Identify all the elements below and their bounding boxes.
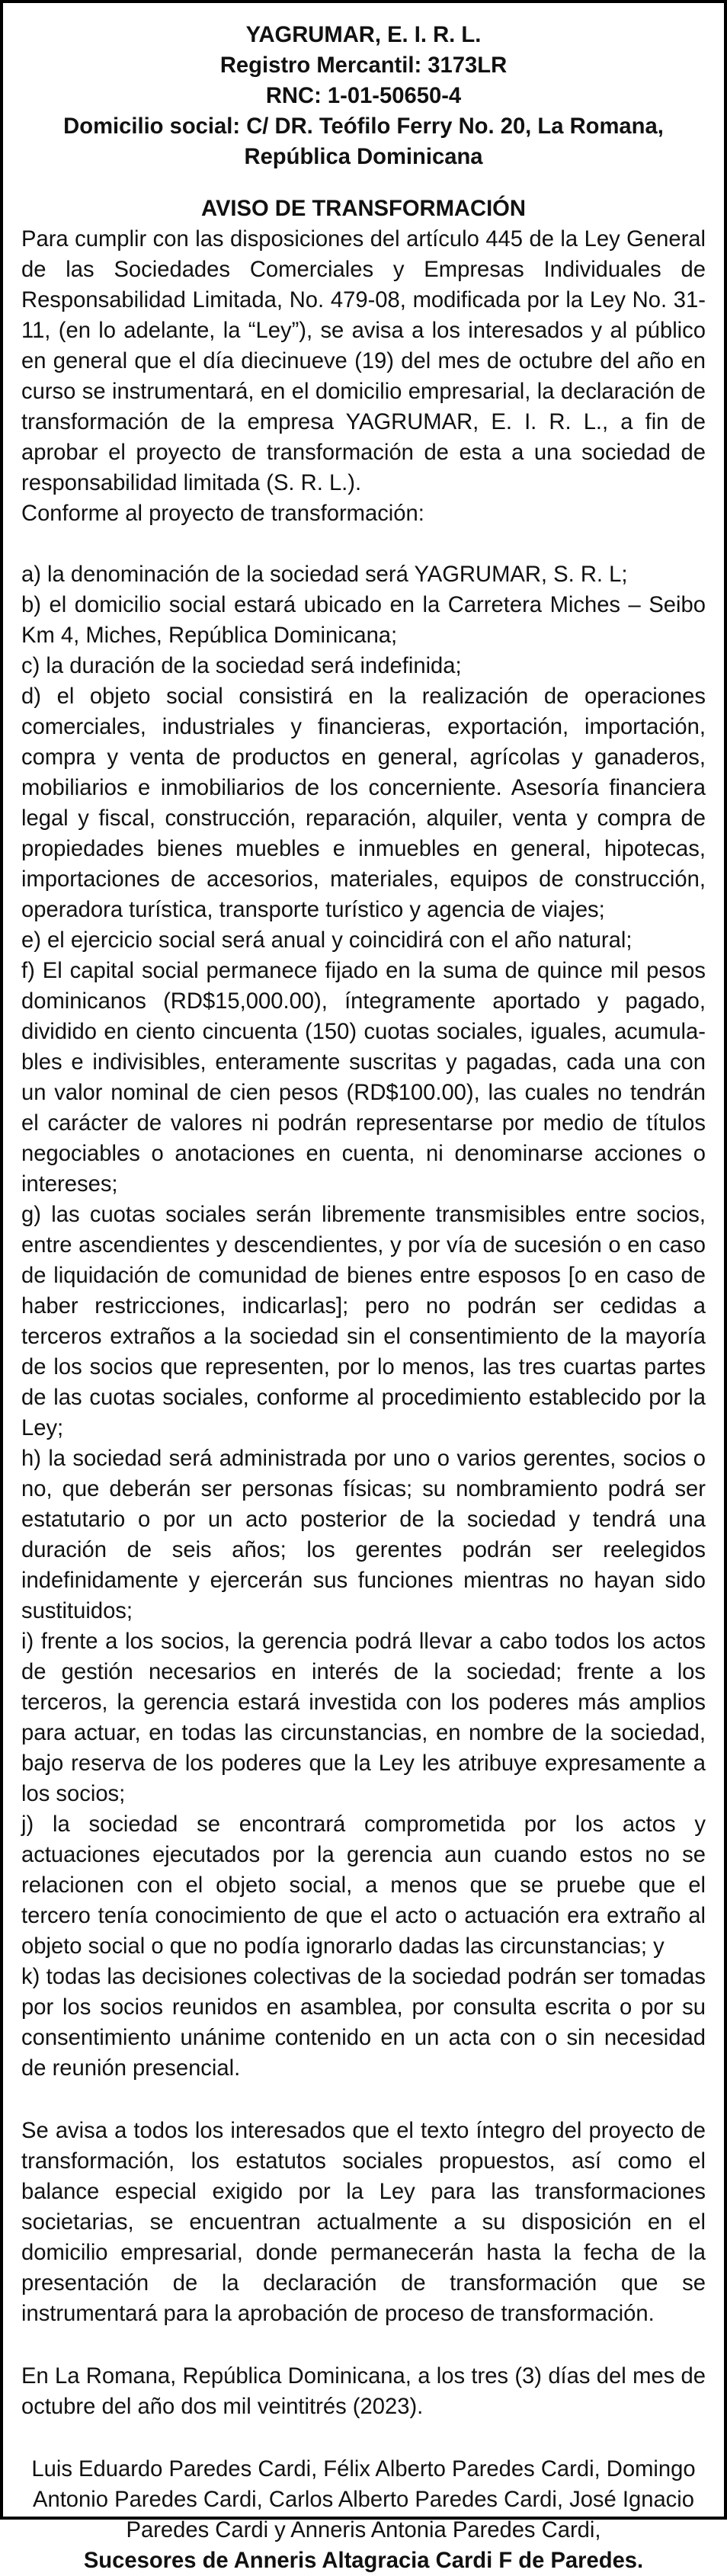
spacer: [21, 2422, 706, 2454]
list-item: e) el ejercicio social será anual y coincidirá con el año natural;: [21, 928, 633, 953]
conforme-line: Conforme al proyecto de transformación:: [21, 501, 424, 526]
signers-names: Luis Eduardo Paredes Cardi, Félix Alberto Paredes Cardi, Domingo Antonio Paredes Cardi, Carlos Alberto Paredes Cardi, José Ignacio Paredes Cardi y Anneris Antonia Paredes Cardi,: [31, 2457, 696, 2542]
list-item: f) El capital social permanece fijado en la suma de quince mil pesos dominicanos (RD$15,000.00), íntegramente aportado y pagado, dividido en ciento cincuenta (150) cuotas sociales, iguales, acumulables e indivisibles, enteramente suscritas y pagadas, cada una con un valor nominal de cien pesos (RD$100.00), las cuales no tendrán el carácter de valores ni podrán representarse por medio de títulos negociables o anotaciones en cuenta, ni denominarse acciones o intereses;: [21, 959, 706, 1197]
list-item: i) frente a los socios, la gerencia podrá llevar a cabo todos los actos de gestión necesarios en interés de la sociedad; frente a los terceros, la gerencia estará investida con los poderes más amplios para actuar, en todas las circunstancias, en nombre de la sociedad, bajo reserva de los poderes que la Ley les atribuye expresamente a los socios;: [21, 1629, 706, 1806]
signers-title: Sucesores de Anneris Altagracia Cardi F de Paredes.: [83, 2549, 644, 2573]
transformation-terms-list: [21, 559, 706, 2084]
list-item: a) la denominación de la sociedad será YAGRUMAR, S. R. L;: [21, 562, 628, 587]
notice-title: AVISO DE TRANSFORMACIÓN: [201, 197, 526, 221]
availability-notice: Se avisa a todos los interesados que el texto íntegro del proyecto de transformación, los estatutos sociales propuestos, así como el balance especial exigido por la Ley para las transformaciones societarias, se encuentran actualmente a su disposición en el domicilio empresarial, donde permanecerán hasta la fecha de la presentación de la declaración de transformación que se instrumentará para la aprobación de proceso de transformación.: [21, 2119, 706, 2326]
list-item: d) el objeto social consistirá en la realización de operaciones comerciales, industriales y financieras, exportación, importación, compra y venta de productos en general, agrícolas y ganaderos, mobiliarios e inmobiliarios de los concerniente. Asesoría financiera legal y fiscal, construcción, reparación, alquiler, venta y compra de propiedades bienes muebles e inmuebles en general, hipotecas, importaciones de accesorios, materiales, equipos de construcción, operadora turística, transporte turístico y agencia de viajes;: [21, 684, 706, 922]
rnc-number: RNC: 1-01-50650-4: [265, 84, 462, 108]
list-item: g) las cuotas sociales serán libremente transmisibles entre socios, entre ascendientes y descendientes, y por vía de sucesión o en caso de liquidación de comunidad de bienes entre esposos [o en caso de haber restricciones, indicarlas]; pero no podrán ser cedidas a terceros extraños a la sociedad sin el consentimiento de la mayoría de los socios que representen, por lo menos, las tres cuartas partes de las cuotas sociales, conforme al procedimiento establecido por la Ley;: [21, 1203, 706, 1440]
address-line-1: Domicilio social: C/ DR. Teófilo Ferry No. 20, La Romana,: [63, 114, 664, 139]
list-item: j) la sociedad se encontrará comprometida por los actos y actuaciones ejecutados por la gerencia aun cuando estos no se relacionen con el objeto social, a menos que se pruebe que el tercero tenía conocimiento de que el acto o actuación era extraño al objeto social o que no podía ignorarlo dadas las circunstancias; y: [21, 1812, 706, 1959]
list-item: c) la duración de la sociedad será indefinida;: [21, 654, 462, 678]
mercantile-registry: Registro Mercantil: 3173LR: [219, 53, 508, 78]
notice-header: [21, 20, 706, 172]
list-item: k) todas las decisiones colectivas de la sociedad podrán ser tomadas por los socios reunidos en asamblea, por consulta escrita o por su consentimiento unánime contenido en un acta con o sin necesidad de reunión presencial.: [21, 1965, 706, 2081]
spacer: [21, 2084, 706, 2116]
list-item: h) la sociedad será administrada por uno o varios gerentes, socios o no, que deberán ser personas físicas; su nombramiento podrá ser estatutario o por un acto posterior de la sociedad y tendrá una duración de seis años; los gerentes podrán ser reelegidos indefinidamente y ejercerán sus funciones mientras no hayan sido sustituidos;: [21, 1447, 706, 1623]
intro-paragraph: Para cumplir con las disposiciones del artículo 445 de la Ley General de las Sociedades Comerciales y Empresas Individuales de Responsabilidad Limitada, No. 479-08, modificada por la Ley No. 31-11, (en lo adelante, la “Ley”), se avisa a los interesados y al público en general que el día diecinueve (19) del mes de octubre del año en curso se instrumentará, en el domicilio empresarial, la declaración de transformación de la empresa YAGRUMAR, E. I. R. L., a fin de aprobar el proyecto de transformación de esta a una sociedad de responsabilidad limitada (S. R. L.).: [21, 227, 706, 495]
address-line-2: República Dominicana: [244, 145, 483, 169]
list-item: b) el domicilio social estará ubicado en la Carretera Miches – Seibo Km 4, Miches, República Dominicana;: [21, 593, 706, 648]
spacer: [21, 2329, 706, 2361]
company-name: YAGRUMAR, E. I. R. L.: [245, 23, 482, 47]
date-place-line: En La Romana, República Dominicana, a los tres (3) días del mes de octubre del año dos mil veintitrés (2023).: [21, 2364, 706, 2419]
spacer: [21, 529, 706, 559]
